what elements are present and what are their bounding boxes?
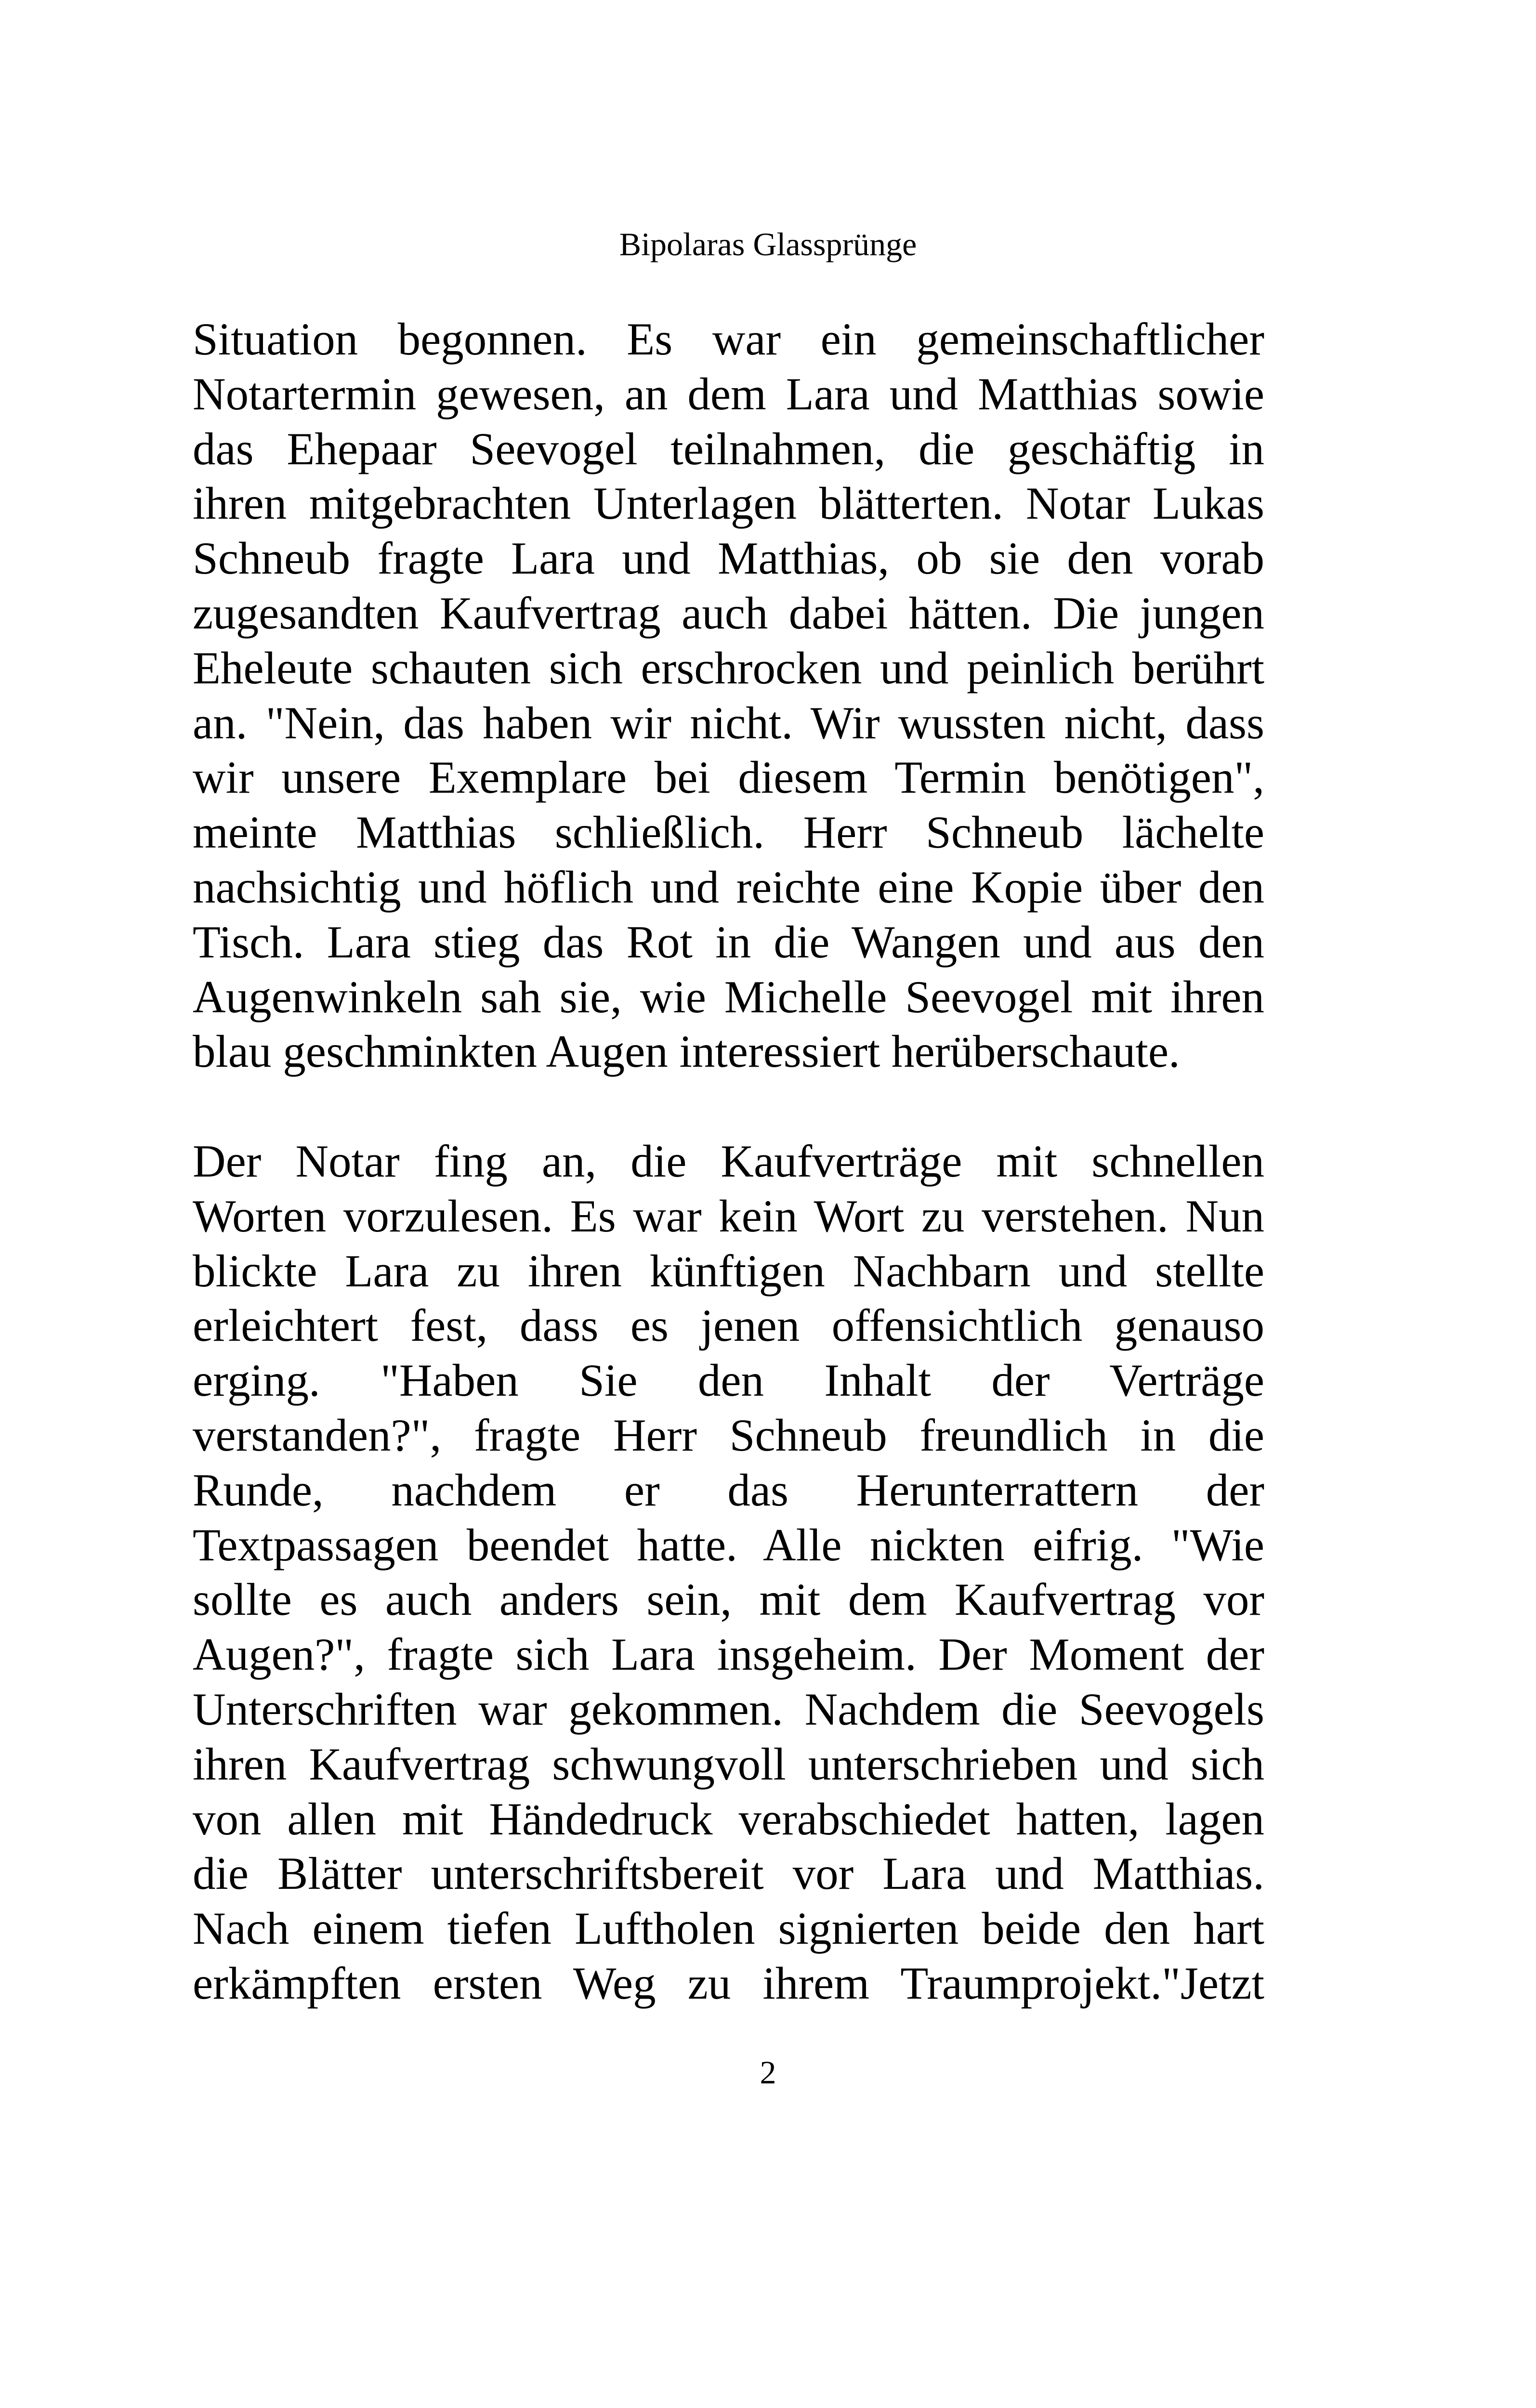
text-line: Worten vorzulesen. Es war kein Wort zu verstehen. Nun xyxy=(193,1190,1264,1242)
text-line: ihren Kaufvertrag schwungvoll unterschrieben und sich xyxy=(193,1738,1264,1790)
text-line: Der Notar fing an, die Kaufverträge mit schnellen xyxy=(193,1135,1264,1187)
text-line: Situation begonnen. Es war ein gemeinschaftlicher xyxy=(193,314,1264,365)
text-line: das Ehepaar Seevogel teilnahmen, die geschäftig in xyxy=(193,423,1264,474)
text-line: erging. "Haben Sie den Inhalt der Verträge xyxy=(193,1355,1264,1406)
running-header: Bipolaras Glassprünge xyxy=(619,226,917,262)
text-line: Unterschriften war gekommen. Nachdem die Seevogels xyxy=(193,1683,1264,1735)
text-line: nachsichtig und höflich und reichte eine Kopie über den xyxy=(193,861,1264,913)
paragraph-2 xyxy=(193,1134,1264,2011)
text-line: an. "Nein, das haben wir nicht. Wir wussten nicht, dass xyxy=(193,697,1264,748)
text-line: wir unsere Exemplare bei diesem Termin benötigen", xyxy=(193,752,1264,803)
text-line: Schneub fragte Lara und Matthias, ob sie den vorab xyxy=(193,533,1264,584)
text-line: Notartermin gewesen, an dem Lara und Matthias sowie xyxy=(193,368,1264,419)
text-line-last: blau geschminkten Augen interessiert herüberschaute. xyxy=(193,1026,1180,1077)
text-line: Runde, nachdem er das Herunterrattern der xyxy=(193,1464,1264,1516)
text-line: Tisch. Lara stieg das Rot in die Wangen und aus den xyxy=(193,916,1264,968)
text-line: zugesandten Kaufvertrag auch dabei hätten. Die jungen xyxy=(193,587,1264,639)
text-line: Textpassagen beendet hatte. Alle nickten eifrig. "Wie xyxy=(193,1519,1264,1570)
text-line: erkämpften ersten Weg zu ihrem Traumprojekt."Jetzt xyxy=(193,1957,1264,2009)
paragraph-1 xyxy=(193,312,1264,1079)
body-text xyxy=(193,312,1264,2011)
paragraph-gap xyxy=(193,1079,1264,1134)
text-line: verstanden?", fragte Herr Schneub freundlich in die xyxy=(193,1409,1264,1461)
text-line: sollte es auch anders sein, mit dem Kaufvertrag vor xyxy=(193,1574,1264,1625)
text-line: ihren mitgebrachten Unterlagen blätterten. Notar Lukas xyxy=(193,478,1264,529)
text-line: blickte Lara zu ihren künftigen Nachbarn und stellte xyxy=(193,1245,1264,1296)
text-line: von allen mit Händedruck verabschiedet hatten, lagen xyxy=(193,1793,1264,1845)
text-line: erleichtert fest, dass es jenen offensichtlich genauso xyxy=(193,1300,1264,1351)
page-number: 2 xyxy=(760,2054,776,2091)
text-line: meinte Matthias schließlich. Herr Schneub lächelte xyxy=(193,807,1264,858)
text-line: Eheleute schauten sich erschrocken und peinlich berührt xyxy=(193,642,1264,694)
text-line: Augen?", fragte sich Lara insgeheim. Der Moment der xyxy=(193,1629,1264,1680)
text-line: Nach einem tiefen Luftholen signierten beide den hart xyxy=(193,1903,1264,1954)
text-line: die Blätter unterschriftsbereit vor Lara und Matthias. xyxy=(193,1848,1264,1899)
text-line: Augenwinkeln sah sie, wie Michelle Seevogel mit ihren xyxy=(193,971,1264,1022)
